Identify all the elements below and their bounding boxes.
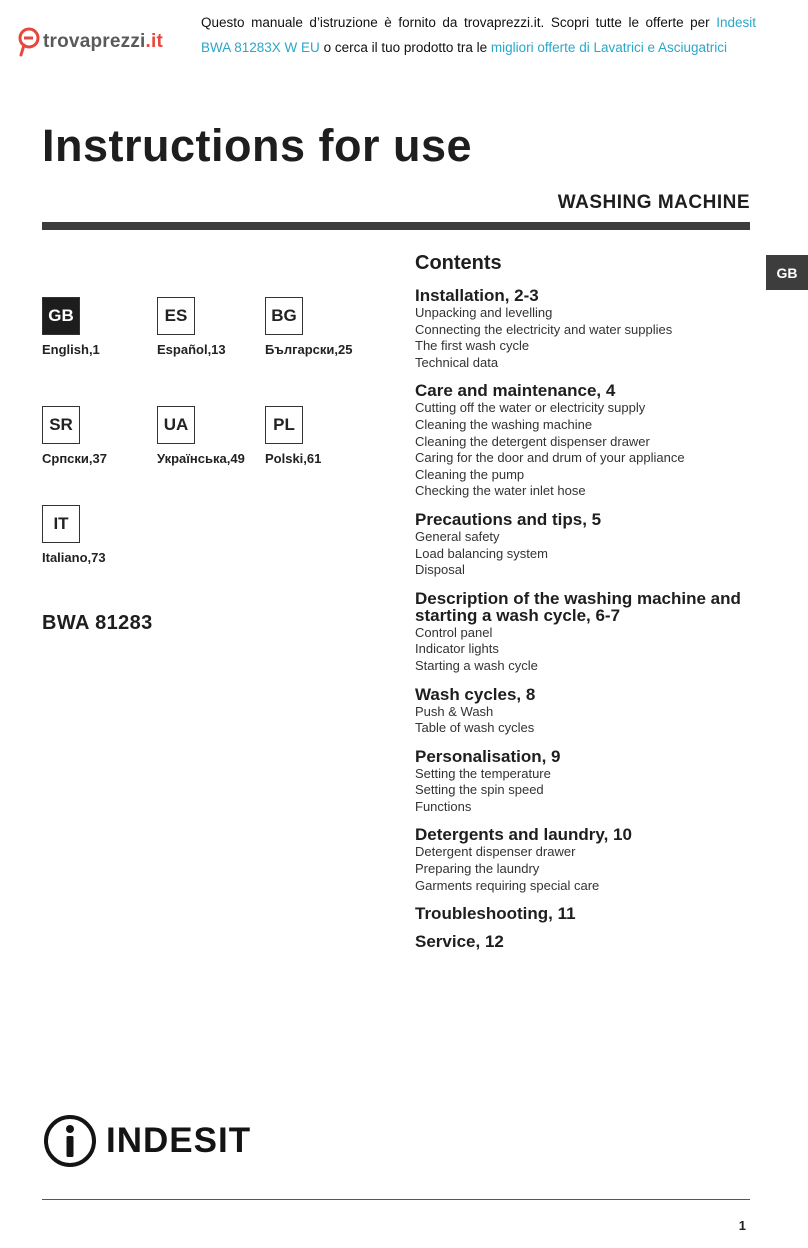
- section-title[interactable]: Detergents and laundry, 10: [415, 825, 632, 845]
- section-item[interactable]: Cleaning the pump: [415, 466, 525, 482]
- section-title[interactable]: Wash cycles, 8: [415, 684, 536, 704]
- language-code: BG: [265, 297, 303, 335]
- section-item[interactable]: The first wash cycle: [415, 338, 530, 354]
- contents-section[interactable]: [415, 590, 775, 675]
- section-title[interactable]: Troubleshooting, 11: [415, 904, 576, 924]
- language-es[interactable]: [157, 297, 267, 357]
- section-title[interactable]: Service, 12: [415, 932, 504, 952]
- indesit-logo: [42, 1113, 251, 1169]
- language-name: Українська,49: [157, 451, 245, 466]
- table-of-contents: [415, 252, 775, 961]
- language-ua[interactable]: [157, 406, 267, 466]
- language-name: Italiano,73: [42, 550, 106, 565]
- contents-section[interactable]: [415, 287, 775, 371]
- section-item[interactable]: Push & Wash: [415, 703, 494, 719]
- price-tag-icon: [18, 27, 40, 57]
- section-title[interactable]: Description of the washing machine and starting a wash cycle, 6-7: [415, 588, 741, 625]
- section-item[interactable]: Detergent dispenser drawer: [415, 844, 576, 860]
- section-item[interactable]: Load balancing system: [415, 545, 548, 561]
- language-gb[interactable]: [42, 297, 152, 357]
- section-item[interactable]: Technical data: [415, 354, 499, 370]
- offers-link[interactable]: migliori offerte di Lavatrici e Asciugatrici: [490, 40, 728, 55]
- section-title[interactable]: Installation, 2-3: [415, 286, 539, 305]
- section-title[interactable]: Care and maintenance, 4: [415, 381, 616, 401]
- page-number: 1: [738, 1218, 746, 1233]
- section-item[interactable]: Table of wash cycles: [415, 720, 535, 736]
- language-code: UA: [157, 406, 195, 444]
- indesit-i-icon: [42, 1113, 98, 1169]
- language-code: PL: [265, 406, 303, 444]
- section-item[interactable]: Cleaning the washing machine: [415, 416, 593, 432]
- language-sr[interactable]: [42, 406, 152, 466]
- language-side-tab: GB: [766, 255, 808, 290]
- language-name: Српски,37: [42, 451, 107, 466]
- section-item[interactable]: Cleaning the detergent dispenser drawer: [415, 433, 650, 449]
- contents-section[interactable]: [415, 826, 775, 894]
- contents-heading: Contents: [415, 252, 502, 274]
- contents-section[interactable]: [415, 511, 775, 579]
- section-item[interactable]: Setting the spin speed: [415, 782, 544, 798]
- section-item[interactable]: Starting a wash cycle: [415, 657, 538, 673]
- contents-section[interactable]: [415, 686, 775, 737]
- language-name: Español,13: [157, 342, 226, 357]
- contents-sections: [415, 287, 775, 950]
- contents-section[interactable]: [415, 748, 775, 816]
- language-name: Polski,61: [265, 451, 322, 466]
- contents-section[interactable]: [415, 382, 775, 500]
- brand-wordmark: INDESIT: [106, 1121, 252, 1160]
- language-code: IT: [42, 505, 80, 543]
- language-bg[interactable]: [265, 297, 375, 357]
- section-item[interactable]: Setting the temperature: [415, 765, 551, 781]
- section-item[interactable]: Checking the water inlet hose: [415, 483, 586, 499]
- language-it[interactable]: [42, 505, 152, 565]
- section-item[interactable]: Functions: [415, 798, 472, 814]
- section-item[interactable]: Disposal: [415, 562, 465, 578]
- language-pl[interactable]: [265, 406, 375, 466]
- contents-section[interactable]: [415, 905, 775, 922]
- header-divider: [42, 222, 750, 230]
- language-name: Български,25: [265, 342, 353, 357]
- section-title[interactable]: Precautions and tips, 5: [415, 509, 602, 529]
- page-subtitle: WASHING MACHINE: [557, 192, 750, 213]
- language-code: ES: [157, 297, 195, 335]
- section-item[interactable]: Control panel: [415, 624, 493, 640]
- trovaprezzi-logo[interactable]: [18, 27, 163, 57]
- contents-section[interactable]: [415, 933, 775, 950]
- section-item[interactable]: Preparing the laundry: [415, 861, 540, 877]
- section-item[interactable]: Indicator lights: [415, 641, 499, 657]
- footer-divider: [42, 1199, 750, 1200]
- language-code: SR: [42, 406, 80, 444]
- section-item[interactable]: Garments requiring special care: [415, 877, 600, 893]
- section-item[interactable]: Unpacking and levelling: [415, 305, 553, 320]
- language-name: English,1: [42, 342, 100, 357]
- section-item[interactable]: Caring for the door and drum of your appliance: [415, 450, 685, 466]
- section-item[interactable]: General safety: [415, 528, 500, 544]
- model-number: BWA 81283: [42, 612, 153, 634]
- section-item[interactable]: Cutting off the water or electricity supply: [415, 400, 646, 416]
- logo-text: trovaprezzi.it: [43, 31, 164, 52]
- product-link[interactable]: Indesit BWA 81283X W EU: [201, 15, 756, 55]
- section-item[interactable]: Connecting the electricity and water supplies: [415, 321, 673, 337]
- language-code: GB: [42, 297, 80, 335]
- section-title[interactable]: Personalisation, 9: [415, 746, 561, 766]
- banner-text: Questo manuale d’istruzione è fornito da trovaprezzi.it. Scopri tutte le offerte per Indesit BWA 81283X W EU o cerca il tuo prodotto tra le migliori offerte di Lavatrici e Asciugatrici: [201, 15, 756, 55]
- page-title: Instructions for use: [42, 120, 473, 171]
